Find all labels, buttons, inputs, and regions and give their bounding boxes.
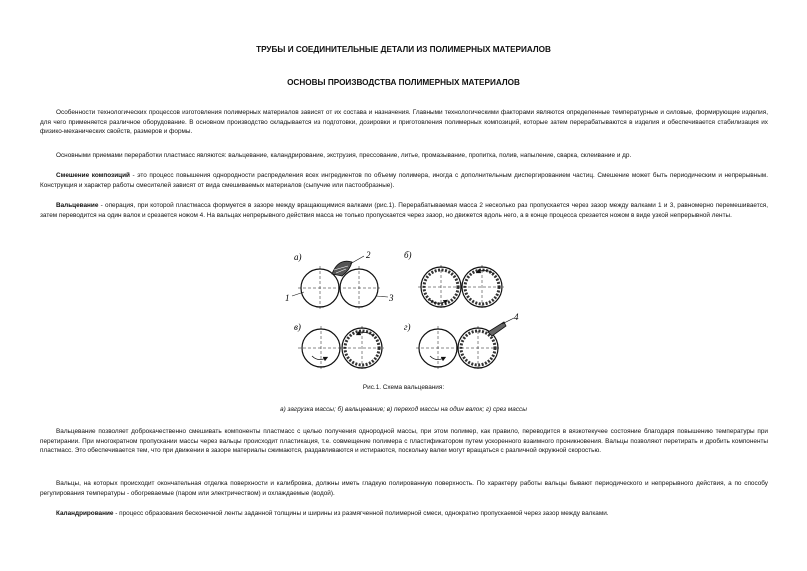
label-b: б) (404, 250, 412, 260)
paragraph-rolling-benefits (40, 427, 768, 456)
paragraph-calendering-text: - процесс образования бесконечной ленты заданной толщины и ширины из размягченной полимерной смеси, однократно пропускаемой через зазор между валками. (113, 510, 609, 517)
label-v: в) (294, 322, 301, 332)
label-g: г) (404, 322, 411, 332)
paragraph-rollers (40, 479, 768, 498)
term-rolling: Вальцевание (56, 202, 99, 209)
label-a: а) (294, 252, 302, 262)
figure-caption-legend: а) загрузка массы; б) вальцевание; в) переход массы на один валок; г) срез массы (280, 406, 527, 413)
paragraph-methods (40, 151, 768, 161)
callout-3: 3 (389, 293, 394, 303)
term-calendering: Каландрирование (56, 510, 114, 517)
diagram-b (418, 265, 504, 309)
diagram-g (416, 312, 519, 370)
term-mixing: Смешение композиций (56, 172, 130, 179)
paragraph-rolling-text: - операция, при которой пластмасса формуется в зазоре между вращающимися валками (рис.1). Перерабатываемая масса 2 несколько раз пропускается через зазор между валками 1 и 3, равномерно перемешивается, затем переводится на один валок и срезается ножом 4. На вальцах непрерывного действия масса не только пропускается через зазор, но движется вдоль него, а в конце процесса срезается ножом в виде узкой непрерывной ленты. (40, 202, 768, 219)
paragraph-rollers-text: Вальцы, на которых происходит окончательная отделка поверхности и калибровка, должны иметь гладкую полированную поверхность. По характеру работы вальцы бывают периодического и непрерывного действия, а по способу регулирования температуры - обогреваемые (паром или электричеством) и охлаждаемые (водой). (40, 480, 768, 497)
paragraph-methods-text: Основными приемами переработки пластмасс являются: вальцевание, каландрирование, экструзия, прессование, литье, промазывание, пропитка, полив, напыление, сварка, склеивание и др. (56, 152, 632, 159)
paragraph-calendering (40, 509, 768, 519)
figure-caption: Рис.1. Схема вальцевания: (362, 384, 445, 391)
section-title: ОСНОВЫ ПРОИЗВОДСТВА ПОЛИМЕРНЫХ МАТЕРИАЛОВ (287, 78, 520, 87)
paragraph-mixing (40, 171, 768, 190)
diagram-v (298, 326, 384, 370)
mass-load (332, 261, 352, 276)
paragraph-intro (40, 108, 768, 137)
callout-4: 4 (514, 312, 519, 322)
rolling-scheme-figure (280, 244, 530, 372)
paragraph-rolling-benefits-text: Вальцевание позволяет доброкачественно смешивать компоненты пластмасс с целью получения однородной массы, при этом полимер, как правило, переводится в вязкотекучее состояние благодаря повышению температуры при перетирании. При многократном пропускании массы через вальцы происходит пластикация, т.е. совмещение полимера с пластификатором путем ускоренного взаимного проникновения. Вальцы позволяют перетирать и дробить компоненты пластмасс. Это обеспечивается тем, что при движении в зазоре материалы сжимаются, раздавливаются и истираются, поскольку валки могут вращаться с различной окружной скоростью. (40, 428, 768, 455)
paragraph-rolling (40, 201, 768, 220)
callout-2: 2 (366, 250, 371, 260)
document-title: ТРУБЫ И СОЕДИНИТЕЛЬНЫЕ ДЕТАЛИ ИЗ ПОЛИМЕРНЫХ МАТЕРИАЛОВ (256, 45, 551, 54)
callout-1: 1 (285, 293, 290, 303)
knife (488, 322, 506, 336)
paragraph-mixing-text: - это процесс повышения однородности распределения всех ингредиентов по объему полимера, иногда с дополнительным диспергированием частиц. Смешение может быть периодическим и непрерывным. Конструкция и характер работы смесителей зависят от вида смешиваемых материалов (сыпучие или пастообразные). (40, 172, 768, 189)
paragraph-intro-text: Особенности технологических процессов изготовления полимерных материалов зависят от их состава и назначения. Главными технологическими факторами являются определенные температурные и силовые, формирующие изделия, для чего применяется различное оборудование. В основном производство складывается из подготовки, дозировки и приготовления полимерных композиций, которые затем перерабатываются в изделия и обеспечивается стабилизация их физико-механических свойств, размеров и формы. (40, 109, 768, 136)
